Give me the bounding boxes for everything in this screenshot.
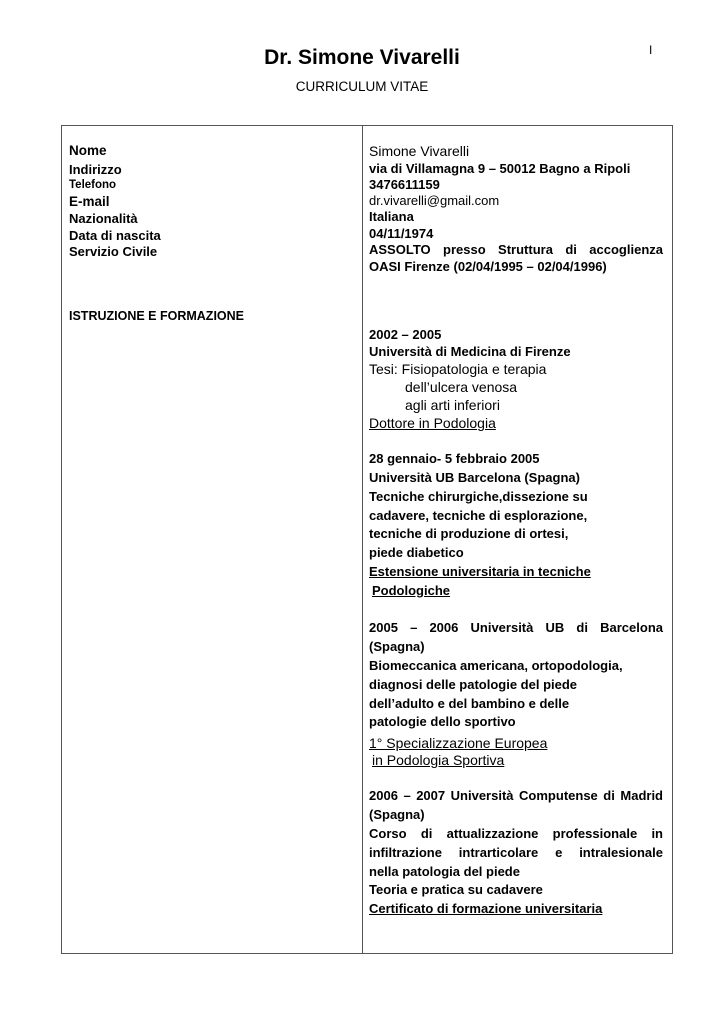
edu2-desc-line3: tecniche di produzione di ortesi, bbox=[369, 526, 569, 541]
label-address: Indirizzo bbox=[69, 162, 122, 177]
edu2-desc-line2: cadavere, tecniche di esplorazione, bbox=[369, 508, 588, 523]
value-email: dr.vivarelli@gmail.com bbox=[369, 193, 500, 208]
edu4-qualification: Certificato di formazione universitaria bbox=[369, 901, 603, 916]
page-number: I bbox=[649, 43, 653, 57]
edu3-desc-line4: patologie dello sportivo bbox=[369, 714, 516, 729]
edu1-thesis-line2: dell’ulcera venosa bbox=[405, 379, 518, 395]
edu3-heading-line2: (Spagna) bbox=[369, 639, 425, 654]
edu4-desc-line3: nella patologia del piede bbox=[369, 864, 520, 879]
edu1-qualification: Dottore in Podologia bbox=[369, 415, 496, 431]
edu4-heading-line1: 2006 – 2007 Università Computense di Madrid bbox=[369, 788, 663, 803]
label-birth-date: Data di nascita bbox=[69, 228, 161, 243]
value-civil-service-line2: OASI Firenze (02/04/1995 – 02/04/1996) bbox=[369, 259, 607, 274]
value-address: via di Villamagna 9 – 50012 Bagno a Ripoli bbox=[369, 161, 631, 176]
edu2-institution: Università UB Barcelona (Spagna) bbox=[369, 470, 580, 485]
document-title: Dr. Simone Vivarelli bbox=[264, 46, 460, 69]
value-name: Simone Vivarelli bbox=[369, 143, 470, 159]
value-nationality: Italiana bbox=[369, 209, 414, 224]
label-name: Nome bbox=[69, 143, 107, 158]
label-email: E-mail bbox=[69, 194, 110, 209]
edu1-thesis-line3: agli arti inferiori bbox=[405, 397, 500, 413]
label-nationality: Nazionalità bbox=[69, 211, 138, 226]
edu1-institution: Università di Medicina di Firenze bbox=[369, 344, 571, 359]
column-divider bbox=[362, 125, 363, 954]
label-civil-service: Servizio Civile bbox=[69, 244, 158, 259]
label-education-section: ISTRUZIONE E FORMAZIONE bbox=[69, 309, 244, 323]
document-subtitle: CURRICULUM VITAE bbox=[295, 79, 429, 94]
edu1-dates: 2002 – 2005 bbox=[369, 327, 442, 342]
edu3-qualification-line1: 1° Specializzazione Europea bbox=[369, 735, 548, 751]
edu4-desc-line1: Corso di attualizzazione professionale in bbox=[369, 826, 663, 841]
edu3-qualification-line2: in Podologia Sportiva bbox=[372, 752, 505, 768]
edu4-desc-line2: infiltrazione intrarticolare e intralesionale bbox=[369, 845, 663, 860]
edu3-desc-line1: Biomeccanica americana, ortopodologia, bbox=[369, 658, 623, 673]
value-phone: 3476611159 bbox=[369, 177, 440, 192]
value-civil-service-line1: ASSOLTO presso Struttura di accoglienza bbox=[369, 242, 663, 257]
label-phone: Telefono bbox=[69, 179, 117, 191]
edu2-desc-line4: piede diabetico bbox=[369, 545, 464, 560]
edu2-desc-line1: Tecniche chirurgiche,dissezione su bbox=[369, 489, 588, 504]
edu3-desc-line3: dell’adulto e del bambino e delle bbox=[369, 696, 570, 711]
edu2-dates: 28 gennaio- 5 febbraio 2005 bbox=[369, 451, 540, 466]
edu3-heading-line1: 2005 – 2006 Università UB di Barcelona bbox=[369, 620, 663, 635]
value-birth-date: 04/11/1974 bbox=[369, 226, 434, 241]
edu3-desc-line2: diagnosi delle patologie del piede bbox=[369, 677, 578, 692]
edu4-desc-line4: Teoria e pratica su cadavere bbox=[369, 882, 543, 897]
edu4-heading-line2: (Spagna) bbox=[369, 807, 425, 822]
edu2-qualification-line2: Podologiche bbox=[372, 583, 450, 598]
edu2-qualification-line1: Estensione universitaria in tecniche bbox=[369, 564, 591, 579]
edu1-thesis-line1: Tesi: Fisiopatologia e terapia bbox=[369, 361, 547, 377]
